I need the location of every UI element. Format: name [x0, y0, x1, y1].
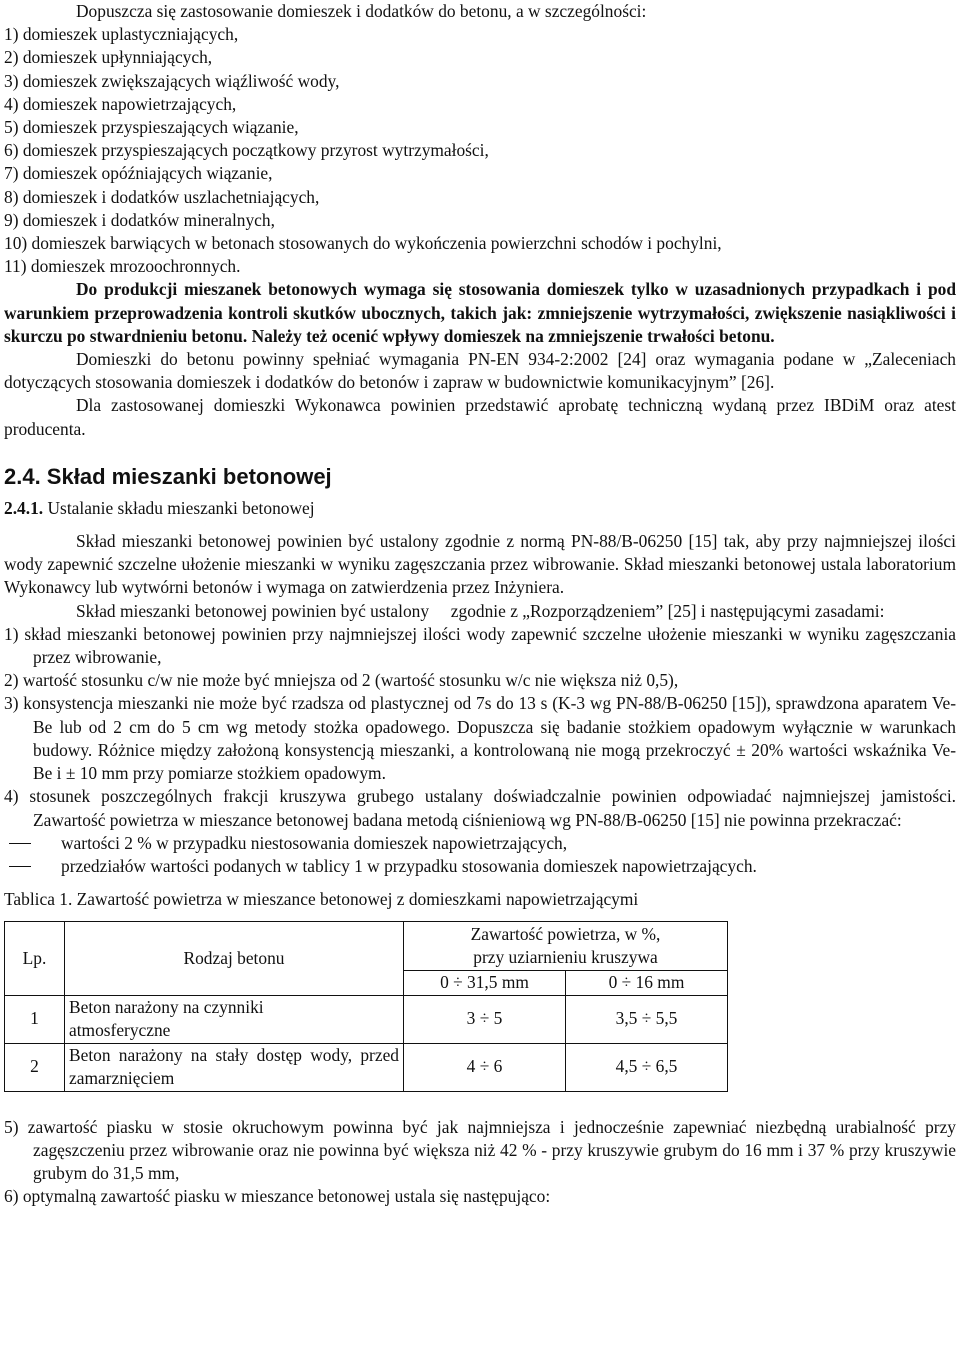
spacer	[4, 1092, 956, 1116]
paragraph-rules: Skład mieszanki betonowej powinien być ustalony zgodnie z „Rozporządzeniem” [25] i następującymi zasadami:	[76, 600, 885, 621]
bold-paragraph	[4, 278, 956, 348]
header-air-line2: przy uziarnieniu kruszywa	[473, 947, 658, 968]
list-item: 5) zawartość piasku w stosie okruchowym powinna być jak najmniejsza i jednocześnie zapewniać niezbędną urabialność przy zagęszczeniu przez wibrowanie oraz nie powinna być większa niż 42 % - przy kruszywie grubym do 16 mm i 37 % przy kruszywie grubym do 31,5 mm,	[4, 1116, 956, 1183]
cell-b: 3,5 ÷ 5,5	[566, 995, 728, 1043]
list-item: 1) skład mieszanki betonowej powinien przy najmniejszej ilości wody zapewnić szczelne ułożenie mieszanki w wyniku zagęszczania przez wibrowanie,	[4, 623, 956, 668]
cell-type: Beton narażony na czynniki atmosferyczne	[65, 995, 404, 1043]
list-item: 4) domieszek napowietrzających,	[4, 93, 237, 114]
cell-a: 3 ÷ 5	[404, 995, 566, 1043]
section-heading: 2.4. Skład mieszanki betonowej	[4, 463, 332, 489]
list-item: 4) stosunek poszczególnych frakcji kruszywa grubego ustalany doświadczalnie powinien odpowiadać najmniejszej jamistości. Zawartość powietrza w mieszance betonowej badana metodą ciśnieniową wg PN-88/B-06250 [15] nie powinna przekraczać:	[4, 786, 956, 830]
subsection-heading	[4, 497, 956, 520]
cell-type: Beton narażony na stały dostęp wody, przed zamarznięciem	[65, 1043, 404, 1091]
list-item: 1) domieszek uplastyczniających,	[4, 24, 239, 45]
intro-lead: Dopuszcza się zastosowanie domieszek i dodatków do betonu, a w szczególności:	[76, 1, 647, 21]
list-item: 2) domieszek upłynniających,	[4, 47, 213, 68]
dash-item: wartości 2 % w przypadku niestosowania domieszek napowietrzających,	[4, 832, 956, 855]
header-fraction-a: 0 ÷ 31,5 mm	[404, 971, 566, 995]
list-item: 11) domieszek mrozoochronnych.	[4, 256, 241, 277]
paragraph-approval: Dla zastosowanej domieszki Wykonawca powinien przedstawić aprobatę techniczną wydaną przez IBDiM oraz atest producenta.	[4, 395, 956, 439]
header-type: Rodzaj betonu	[65, 922, 404, 995]
header-fraction-b: 0 ÷ 16 mm	[566, 971, 728, 995]
air-content-table	[4, 921, 728, 1091]
subsection-number: 2.4.1.	[4, 497, 44, 518]
cell-a: 4 ÷ 6	[404, 1043, 566, 1091]
list-item: 6) optymalną zawartość piasku w mieszance betonowej ustala się następująco:	[4, 1186, 551, 1207]
cell-lp: 2	[5, 1043, 65, 1091]
table-row	[5, 995, 728, 1043]
list-item: 3) konsystencja mieszanki nie może być rzadsza od plastycznej od 7s do 13 s (K-3 wg PN-88/B-06250 [15]), sprawdzona aparatem Ve-Be lub od 2 cm do 5 cm wg metody stożka opadowego. Dopuszcza się badanie stożkiem opadowym wyłącznie w warunkach budowy. Różnice między założoną konsystencją mieszanki, a kontrolowaną nie mogą przekroczyć ± 20% wartości wskaźnika Ve-Be i ± 10 mm przy pomiarze stożkiem opadowym.	[4, 693, 956, 784]
header-air-line1: Zawartość powietrza, w %,	[470, 924, 661, 945]
paragraph-composition: Skład mieszanki betonowej powinien być ustalony zgodnie z normą PN-88/B-06250 [15] tak, aby przy najmniejszej ilości wody zapewnić szczelne ułożenie mieszanki w wyniku zagęszczania przez wibrowanie. Skład mieszanki betonowej ustala laboratorium Wykonawcy lub wytwórni betonów i wymaga on zatwierdzenia przez Inżyniera.	[4, 531, 956, 598]
list-item: 9) domieszek i dodatków mineralnych,	[4, 209, 275, 230]
list-item: 10) domieszek barwiących w betonach stosowanych do wykończenia powierzchni schodów i pochylni,	[4, 233, 722, 254]
list-item: 3) domieszek zwiększających wiąźliwość wody,	[4, 70, 340, 91]
bold-paragraph-part2: Należy też ocenić wpływy domieszek na zmniejszenie trwałości betonu.	[251, 325, 775, 346]
rules-list-continued	[4, 1116, 956, 1209]
table-row	[5, 922, 728, 971]
rules-list	[4, 623, 956, 878]
list-item: 6) domieszek przyspieszających początkowy przyrost wytrzymałości,	[4, 140, 489, 161]
list-item: 8) domieszek i dodatków uszlachetniających,	[4, 186, 320, 207]
header-air	[404, 922, 728, 971]
table-caption: Tablica 1. Zawartość powietrza w mieszance betonowej z domieszkami napowietrzającymi	[4, 889, 639, 910]
list-item: 5) domieszek przyspieszających wiązanie,	[4, 117, 299, 138]
cell-lp: 1	[5, 995, 65, 1043]
dash-item: przedziałów wartości podanych w tablicy 1 w przypadku stosowania domieszek napowietrzających.	[4, 855, 956, 878]
cell-b: 4,5 ÷ 6,5	[566, 1043, 728, 1091]
bold-paragraph-part1: Do produkcji mieszanek betonowych wymaga się stosowania domieszek tylko w uzasadnionych przypadkach i pod warunkiem przeprowadzenia kontroli skutków ubocznych, takich jak: zmniejszenie wytrzymałości, zwiększenie nasiąkliwości i skurczu po stwardnieniu betonu.	[4, 279, 956, 346]
subsection-title: Ustalanie składu mieszanki betonowej	[47, 497, 315, 518]
admixture-list	[4, 23, 956, 278]
list-item: 7) domieszek opóźniających wiązanie,	[4, 163, 273, 184]
header-lp: Lp.	[5, 922, 65, 995]
paragraph-norm: Domieszki do betonu powinny spełniać wymagania PN-EN 934-2:2002 [24] oraz wymagania podane w „Zaleceniach dotyczących stosowania domieszek i dodatków do betonów i zapraw w budownictwie komunikacyjnym” [26].	[4, 349, 956, 393]
table-row	[5, 1043, 728, 1091]
list-item: 2) wartość stosunku c/w nie może być mniejsza od 2 (wartość stosunku w/c nie większa niż 0,5),	[4, 670, 679, 691]
